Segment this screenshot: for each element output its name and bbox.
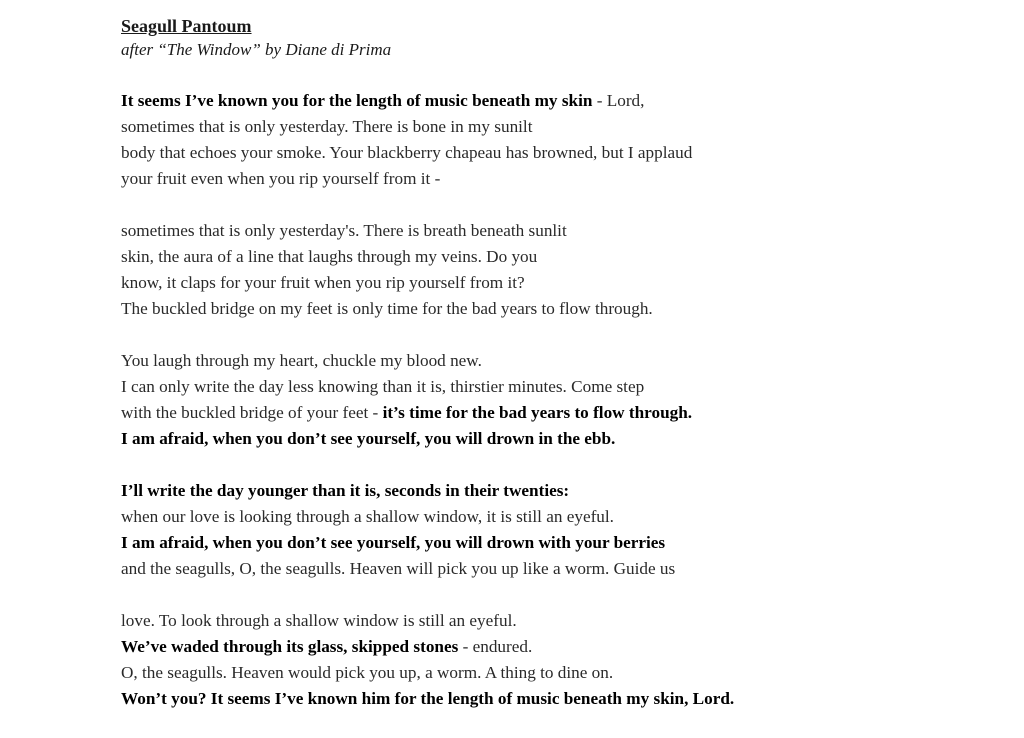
bold-text-segment: I am afraid, when you don’t see yourself, you will drown with your berries <box>121 533 666 552</box>
poem-line <box>121 608 1001 634</box>
text-segment: with the buckled bridge of your feet - <box>121 403 383 422</box>
bold-text-segment: it’s time for the bad years to flow through. <box>382 403 693 422</box>
bold-text-segment: I’ll write the day younger than it is, seconds in their twenties: <box>121 481 570 500</box>
text-segment: love. To look through a shallow window is still an eyeful. <box>121 611 517 630</box>
bold-text-segment: It seems I’ve known you for the length of music beneath my skin <box>121 91 593 110</box>
stanza <box>121 88 1001 192</box>
text-segment: I can only write the day less knowing than it is, thirstier minutes. Come step <box>121 377 645 396</box>
stanza <box>121 478 1001 582</box>
text-segment: The buckled bridge on my feet is only time for the bad years to flow through. <box>121 299 653 318</box>
poem-line <box>121 400 1001 426</box>
poem-body <box>121 88 1001 712</box>
bold-text-segment: I am afraid, when you don’t see yourself, you will drown in the ebb. <box>121 429 616 448</box>
text-segment: know, it claps for your fruit when you rip yourself from it? <box>121 273 525 292</box>
poem-line <box>121 660 1001 686</box>
document-page <box>121 14 1001 738</box>
poem-line <box>121 244 1001 270</box>
poem-line <box>121 634 1001 660</box>
text-segment: your fruit even when you rip yourself from it - <box>121 169 441 188</box>
poem-line <box>121 218 1001 244</box>
text-segment: - endured. <box>458 637 533 656</box>
text-segment: skin, the aura of a line that laughs through my veins. Do you <box>121 247 538 266</box>
poem-line <box>121 296 1001 322</box>
poem-line <box>121 556 1001 582</box>
text-segment: and the seagulls, O, the seagulls. Heaven will pick you up like a worm. Guide us <box>121 559 676 578</box>
stanza <box>121 218 1001 322</box>
poem-line <box>121 166 1001 192</box>
poem-line <box>121 88 1001 114</box>
text-segment: sometimes that is only yesterday. There is bone in my sunilt <box>121 117 533 136</box>
text-segment: when our love is looking through a shallow window, it is still an eyeful. <box>121 507 614 526</box>
bold-text-segment: Won’t you? It seems I’ve known him for the length of music beneath my skin, Lord. <box>121 689 735 708</box>
text-segment: - Lord, <box>592 91 645 110</box>
poem-subtitle: after “The Window” by Diane di Prima <box>121 40 392 59</box>
poem-line <box>121 374 1001 400</box>
poem-line <box>121 114 1001 140</box>
poem-title: Seagull Pantoum <box>121 16 252 36</box>
poem-line <box>121 686 1001 712</box>
poem-line <box>121 140 1001 166</box>
text-segment: O, the seagulls. Heaven would pick you up, a worm. A thing to dine on. <box>121 663 614 682</box>
stanza <box>121 608 1001 712</box>
poem-line <box>121 504 1001 530</box>
text-segment: You laugh through my heart, chuckle my blood new. <box>121 351 482 370</box>
bold-text-segment: We’ve waded through its glass, skipped stones <box>121 637 459 656</box>
text-segment: body that echoes your smoke. Your blackberry chapeau has browned, but I applaud <box>121 143 693 162</box>
text-segment: sometimes that is only yesterday's. There is breath beneath sunlit <box>121 221 567 240</box>
poem-line <box>121 530 1001 556</box>
poem-line <box>121 426 1001 452</box>
poem-line <box>121 270 1001 296</box>
poem-line <box>121 478 1001 504</box>
poem-line <box>121 348 1001 374</box>
stanza <box>121 348 1001 452</box>
